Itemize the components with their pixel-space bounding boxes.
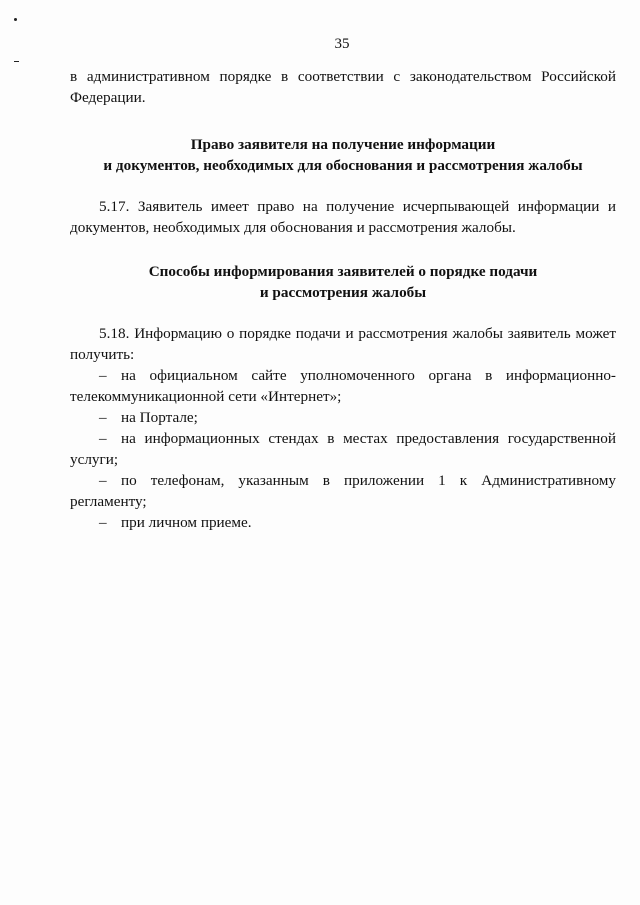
list-item-text: на информационных стендах в местах предоставления государственной услуги;	[70, 430, 616, 468]
list-item-text: на официальном сайте уполномоченного органа в информационно-телекоммуникационной сети «Интернет»;	[70, 367, 616, 405]
heading-line: Право заявителя на получение информации	[190, 136, 496, 153]
section-heading-right-to-information	[70, 134, 616, 176]
scan-dash-mark	[14, 61, 19, 62]
list-dash: –	[99, 367, 107, 384]
list-item	[70, 365, 616, 407]
list-item	[70, 470, 616, 512]
list-item-text: на Портале;	[121, 409, 198, 426]
scan-dot-mark	[14, 18, 17, 21]
page-number: 35	[334, 36, 350, 52]
list-dash: –	[99, 514, 107, 531]
heading-line: Способы информирования заявителей о порядке подачи	[148, 263, 538, 280]
list-item-text: при личном приеме.	[121, 514, 252, 531]
paragraph-5-17: 5.17. Заявитель имеет право на получение исчерпывающей информации и документов, необходимых для обоснования и рассмотрения жалобы.	[70, 198, 616, 236]
list-item-text: по телефонам, указанным в приложении 1 к Административному регламенту;	[70, 472, 616, 510]
section-heading-ways-of-informing	[70, 261, 616, 303]
heading-line: и документов, необходимых для обоснования и рассмотрения жалобы	[103, 157, 583, 174]
paragraph-5-18: 5.18. Информацию о порядке подачи и рассмотрения жалобы заявитель может получить:	[70, 325, 616, 363]
list-item	[70, 428, 616, 470]
list-item	[70, 512, 616, 533]
list-item	[70, 407, 616, 428]
continuation-paragraph: в административном порядке в соответствии с законодательством Российской Федерации.	[70, 68, 616, 106]
information-channels-list	[70, 365, 616, 533]
document-body	[70, 66, 616, 533]
list-dash: –	[99, 409, 107, 426]
heading-line: и рассмотрения жалобы	[259, 284, 427, 301]
list-dash: –	[99, 430, 107, 447]
list-dash: –	[99, 472, 107, 489]
